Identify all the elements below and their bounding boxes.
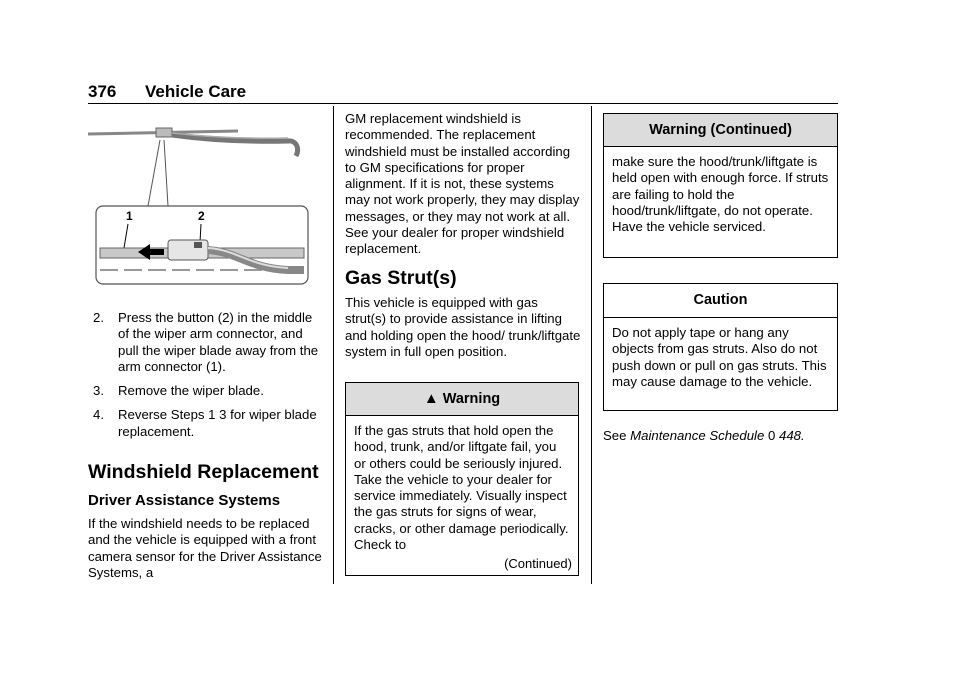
caution-box bbox=[603, 283, 838, 411]
warning-symbol-icon: ▲ bbox=[423, 390, 439, 407]
caution-body: Do not apply tape or hang any objects from gas struts. Also do not push down or pull on gas struts. This may cause damage to the vehicle. bbox=[612, 325, 827, 389]
arm-connector-small bbox=[156, 128, 172, 137]
column-divider-1 bbox=[333, 106, 334, 584]
windshield-heading: Windshield Replacement bbox=[88, 461, 319, 483]
step-number: 4. bbox=[93, 407, 104, 423]
page-ref-arrow: 0 bbox=[767, 428, 776, 443]
warning-title: Warning bbox=[442, 391, 501, 407]
caution-header: Caution bbox=[604, 284, 837, 318]
column-divider-2 bbox=[591, 106, 592, 584]
maintenance-schedule-link[interactable]: Maintenance Schedule bbox=[630, 428, 765, 443]
leader-line-2 bbox=[164, 140, 168, 206]
gas-struts-paragraph: This vehicle is equipped with gas strut(s) to provide assistance in lifting and holding open the hood/ trunk/liftgate system in full open position. bbox=[345, 295, 581, 359]
warning-continued-body: make sure the hood/trunk/liftgate is held open with enough force. If struts are failing to hold the hood/trunk/liftgate, do not operate. Have the vehicle serviced. bbox=[612, 154, 829, 235]
header-rule bbox=[88, 103, 838, 104]
step-number: 2. bbox=[93, 310, 104, 325]
step-item bbox=[88, 383, 320, 399]
see-prefix: See bbox=[603, 428, 627, 443]
windshield-paragraph-2: GM replacement windshield is recommended. The replacement windshield must be installed according to GM specifications for proper alignment. If it is not, these systems may not work properly, they may display messages, or they may not work at all. See your dealer for proper windshield replacement. bbox=[345, 111, 580, 257]
section-title: Vehicle Care bbox=[145, 82, 247, 101]
warning-continued-box bbox=[603, 113, 838, 258]
step-number: 3. bbox=[93, 383, 104, 399]
step-text: Remove the wiper blade. bbox=[118, 383, 264, 399]
leader-line-1 bbox=[148, 140, 160, 206]
warning-body: If the gas struts that hold open the hood, trunk, and/or liftgate fail, you or others could be seriously injured. Take the vehicle to your dealer for service immediately. Visually inspect the gas struts for signs of wear, cracks, or other damage periodically. Check to bbox=[354, 423, 569, 553]
release-button bbox=[194, 242, 202, 248]
step-text: Reverse Steps 1 3 for wiper blade replacement. bbox=[118, 407, 317, 439]
continued-label: (Continued) bbox=[504, 556, 572, 571]
warning-box-header bbox=[346, 383, 578, 416]
page-number: 376 bbox=[88, 82, 117, 101]
warning-box bbox=[345, 382, 579, 576]
steps-list bbox=[88, 310, 320, 448]
page-header bbox=[88, 82, 836, 108]
see-also-line bbox=[603, 428, 843, 444]
windshield-paragraph-1: If the windshield needs to be replaced and the vehicle is equipped with a front camera sensor for the Driver Assistance Systems, a bbox=[88, 516, 322, 580]
step-text: Press the button (2) in the middle of the wiper arm connector, and pull the wiper blade away from the arm connector (1). bbox=[118, 310, 319, 374]
gas-struts-heading: Gas Strut(s) bbox=[345, 267, 457, 289]
wiper-figure bbox=[88, 118, 318, 288]
callout-2: 2 bbox=[198, 209, 205, 223]
driver-assistance-subheading: Driver Assistance Systems bbox=[88, 492, 281, 509]
wiper-illustration bbox=[88, 118, 318, 288]
step-item bbox=[88, 310, 320, 375]
callout-1: 1 bbox=[126, 209, 133, 223]
page-ref-number[interactable]: 448. bbox=[779, 428, 805, 443]
step-item bbox=[88, 407, 320, 440]
warning-continued-header: Warning (Continued) bbox=[604, 114, 837, 147]
